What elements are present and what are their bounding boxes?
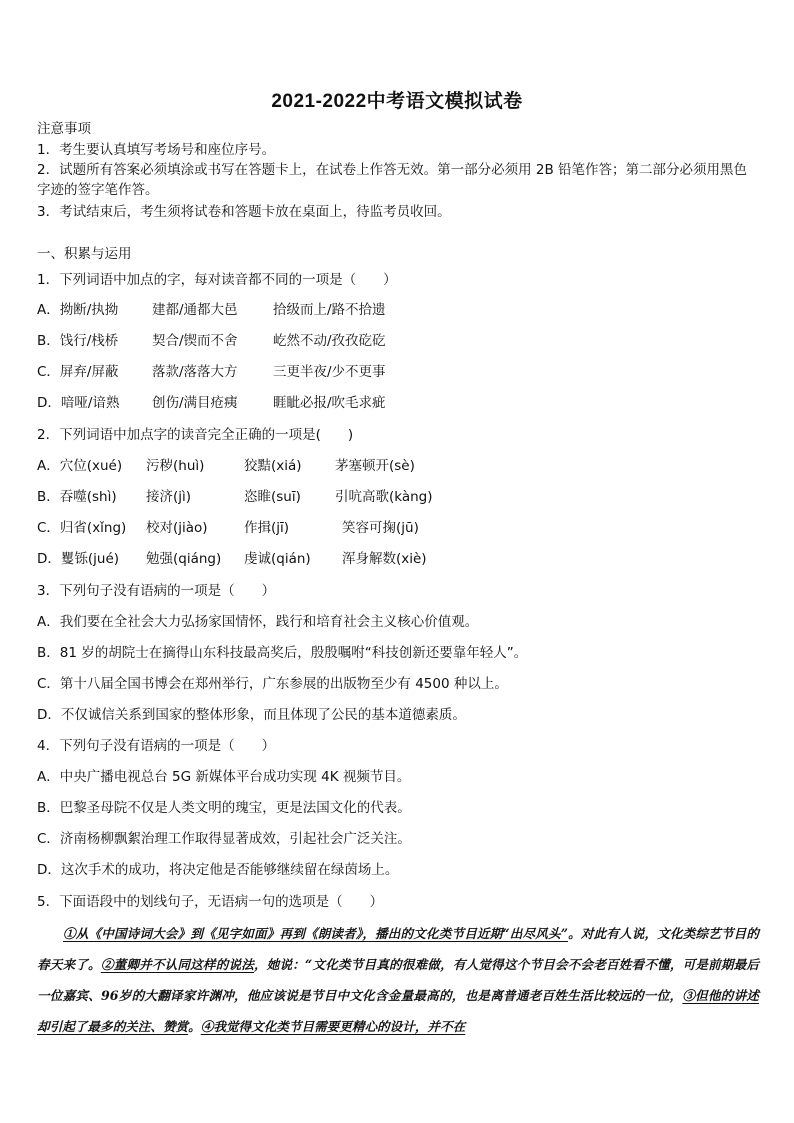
q2-option: 校对(jiào) [146,520,208,536]
q2-option: B．吞噬(shì) [37,489,117,505]
q3-option: A．我们要在全社会大力弘扬家国情怀，践行和培育社会主义核心价值观。 [37,614,479,630]
q1-option: 创伤/满目疮痍 [152,395,238,411]
q2-option: 恣睢(suī) [244,489,301,505]
q2-option: C．归省(xǐng) [37,520,127,536]
exam-title: 2021-2022中考语文模拟试卷 [271,91,523,112]
q1-option: 契合/锲而不舍 [152,333,238,349]
q1-option: A．拗断/执拗 [37,302,119,318]
q2-option: 狡黠(xiá) [244,458,302,474]
q4-option: B．巴黎圣母院不仅是人类文明的瑰宝，更是法国文化的代表。 [37,800,411,816]
q1-option: B．饯行/栈桥 [37,333,119,349]
notice-item: 1．考生要认真填写考场号和座位序号。 [37,142,276,158]
notice-item: 3．考试结束后，考生须将试卷和答题卡放在桌面上，待监考员收回。 [37,204,451,220]
q3-option: D．不仅诚信关系到国家的整体形象，而且体现了公民的基本道德素质。 [37,707,466,723]
passage-text: ，她说：“文化类节目真的很难做，有人觉得这个节目会不会老百姓看不懂，可是前期最后一位嘉宾、96岁的大翻译家许渊冲，他应该说是节目中文化含金量最高的，也是离普通老百姓生活比较远的一位， [37,957,760,1003]
q2-option: 浑身解数(xiè) [342,551,427,567]
notice-item: 2．试题所有答案必须填涂或书写在答题卡上，在试卷上作答无效。第一部分必须用 2B 铅笔作答；第二部分必须用黑色字迹的签字笔作答。 [37,162,748,198]
q5-passage [37,918,759,1042]
q1-option: 睚眦必报/吹毛求疵 [273,395,386,411]
q1-option: C．屏弃/屏蔽 [37,364,119,380]
q1-option: 屹然不动/孜孜矻矻 [273,333,386,349]
q4-option: D．这次手术的成功，将决定他是否能够继续留在绿茵场上。 [37,862,399,878]
question-stem: 5．下面语段中的划线句子，无语病一句的选项是（ ） [37,894,384,910]
q2-option: 虔诚(qián) [244,551,311,567]
question-stem: 4．下列句子没有语病的一项是（ ） [37,738,276,754]
q2-option: 笑容可掬(jū) [342,520,419,536]
q1-option: 建都/通都大邑 [152,302,238,318]
q4-option: C．济南杨柳飘絮治理工作取得显著成效，引起社会广泛关注。 [37,831,411,847]
q2-option: 接济(jì) [146,489,192,505]
q3-option: B．81 岁的胡院士在摘得山东科技最高奖后，殷殷嘱咐“科技创新还要靠年轻人”。 [37,645,528,661]
q2-option: 污秽(huì) [146,458,205,474]
question-stem: 1．下列词语中加点的字，每对读音都不同的一项是（ ） [37,272,397,288]
sentence-4: ④我觉得文化类节目需要更精心的设计，并不在 [200,1019,466,1034]
q4-option: A．中央广播电视总台 5G 新媒体平台成功实现 4K 视频节目。 [37,769,411,785]
q3-option: C．第十八届全国书博会在郑州举行，广东参展的出版物至少有 4500 种以上。 [37,676,508,692]
question-stem: 2．下列词语中加点字的读音完全正确的一项是( ) [37,427,354,443]
q1-option: 落款/落落大方 [152,364,238,380]
sentence-2: ②董卿并不认同这样的说法 [100,957,254,972]
sentence-3: ③但他的讲述却引起了最多的关注、赞赏 [37,988,759,1034]
q2-option: 作揖(jī) [244,520,290,536]
notice-heading: 注意事项 [37,121,91,137]
q2-option: 引吭高歌(kàng) [335,489,433,505]
q1-option: D．喑哑/谙熟 [37,395,120,411]
sentence-1: ①从《中国诗词大会》到《见字如面》再到《朗读者》，播出的文化类节目近期“出尽风头” [63,926,568,941]
q1-option: 三更半夜/少不更事 [273,364,386,380]
section-heading: 一、积累与运用 [37,246,132,262]
q2-option: 茅塞顿开(sè) [335,458,415,474]
q2-option: 勉强(qiáng) [146,551,222,567]
question-stem: 3．下列句子没有语病的一项是（ ） [37,583,276,599]
passage-text: 。对此有人说，文化类综艺节目的春天来了。 [37,926,759,972]
q1-option: 拾级而上/路不拾遗 [273,302,386,318]
passage-text: 。 [188,1019,201,1034]
q2-option: A．穴位(xué) [37,458,123,474]
q2-option: D．矍铄(jué) [37,551,120,567]
